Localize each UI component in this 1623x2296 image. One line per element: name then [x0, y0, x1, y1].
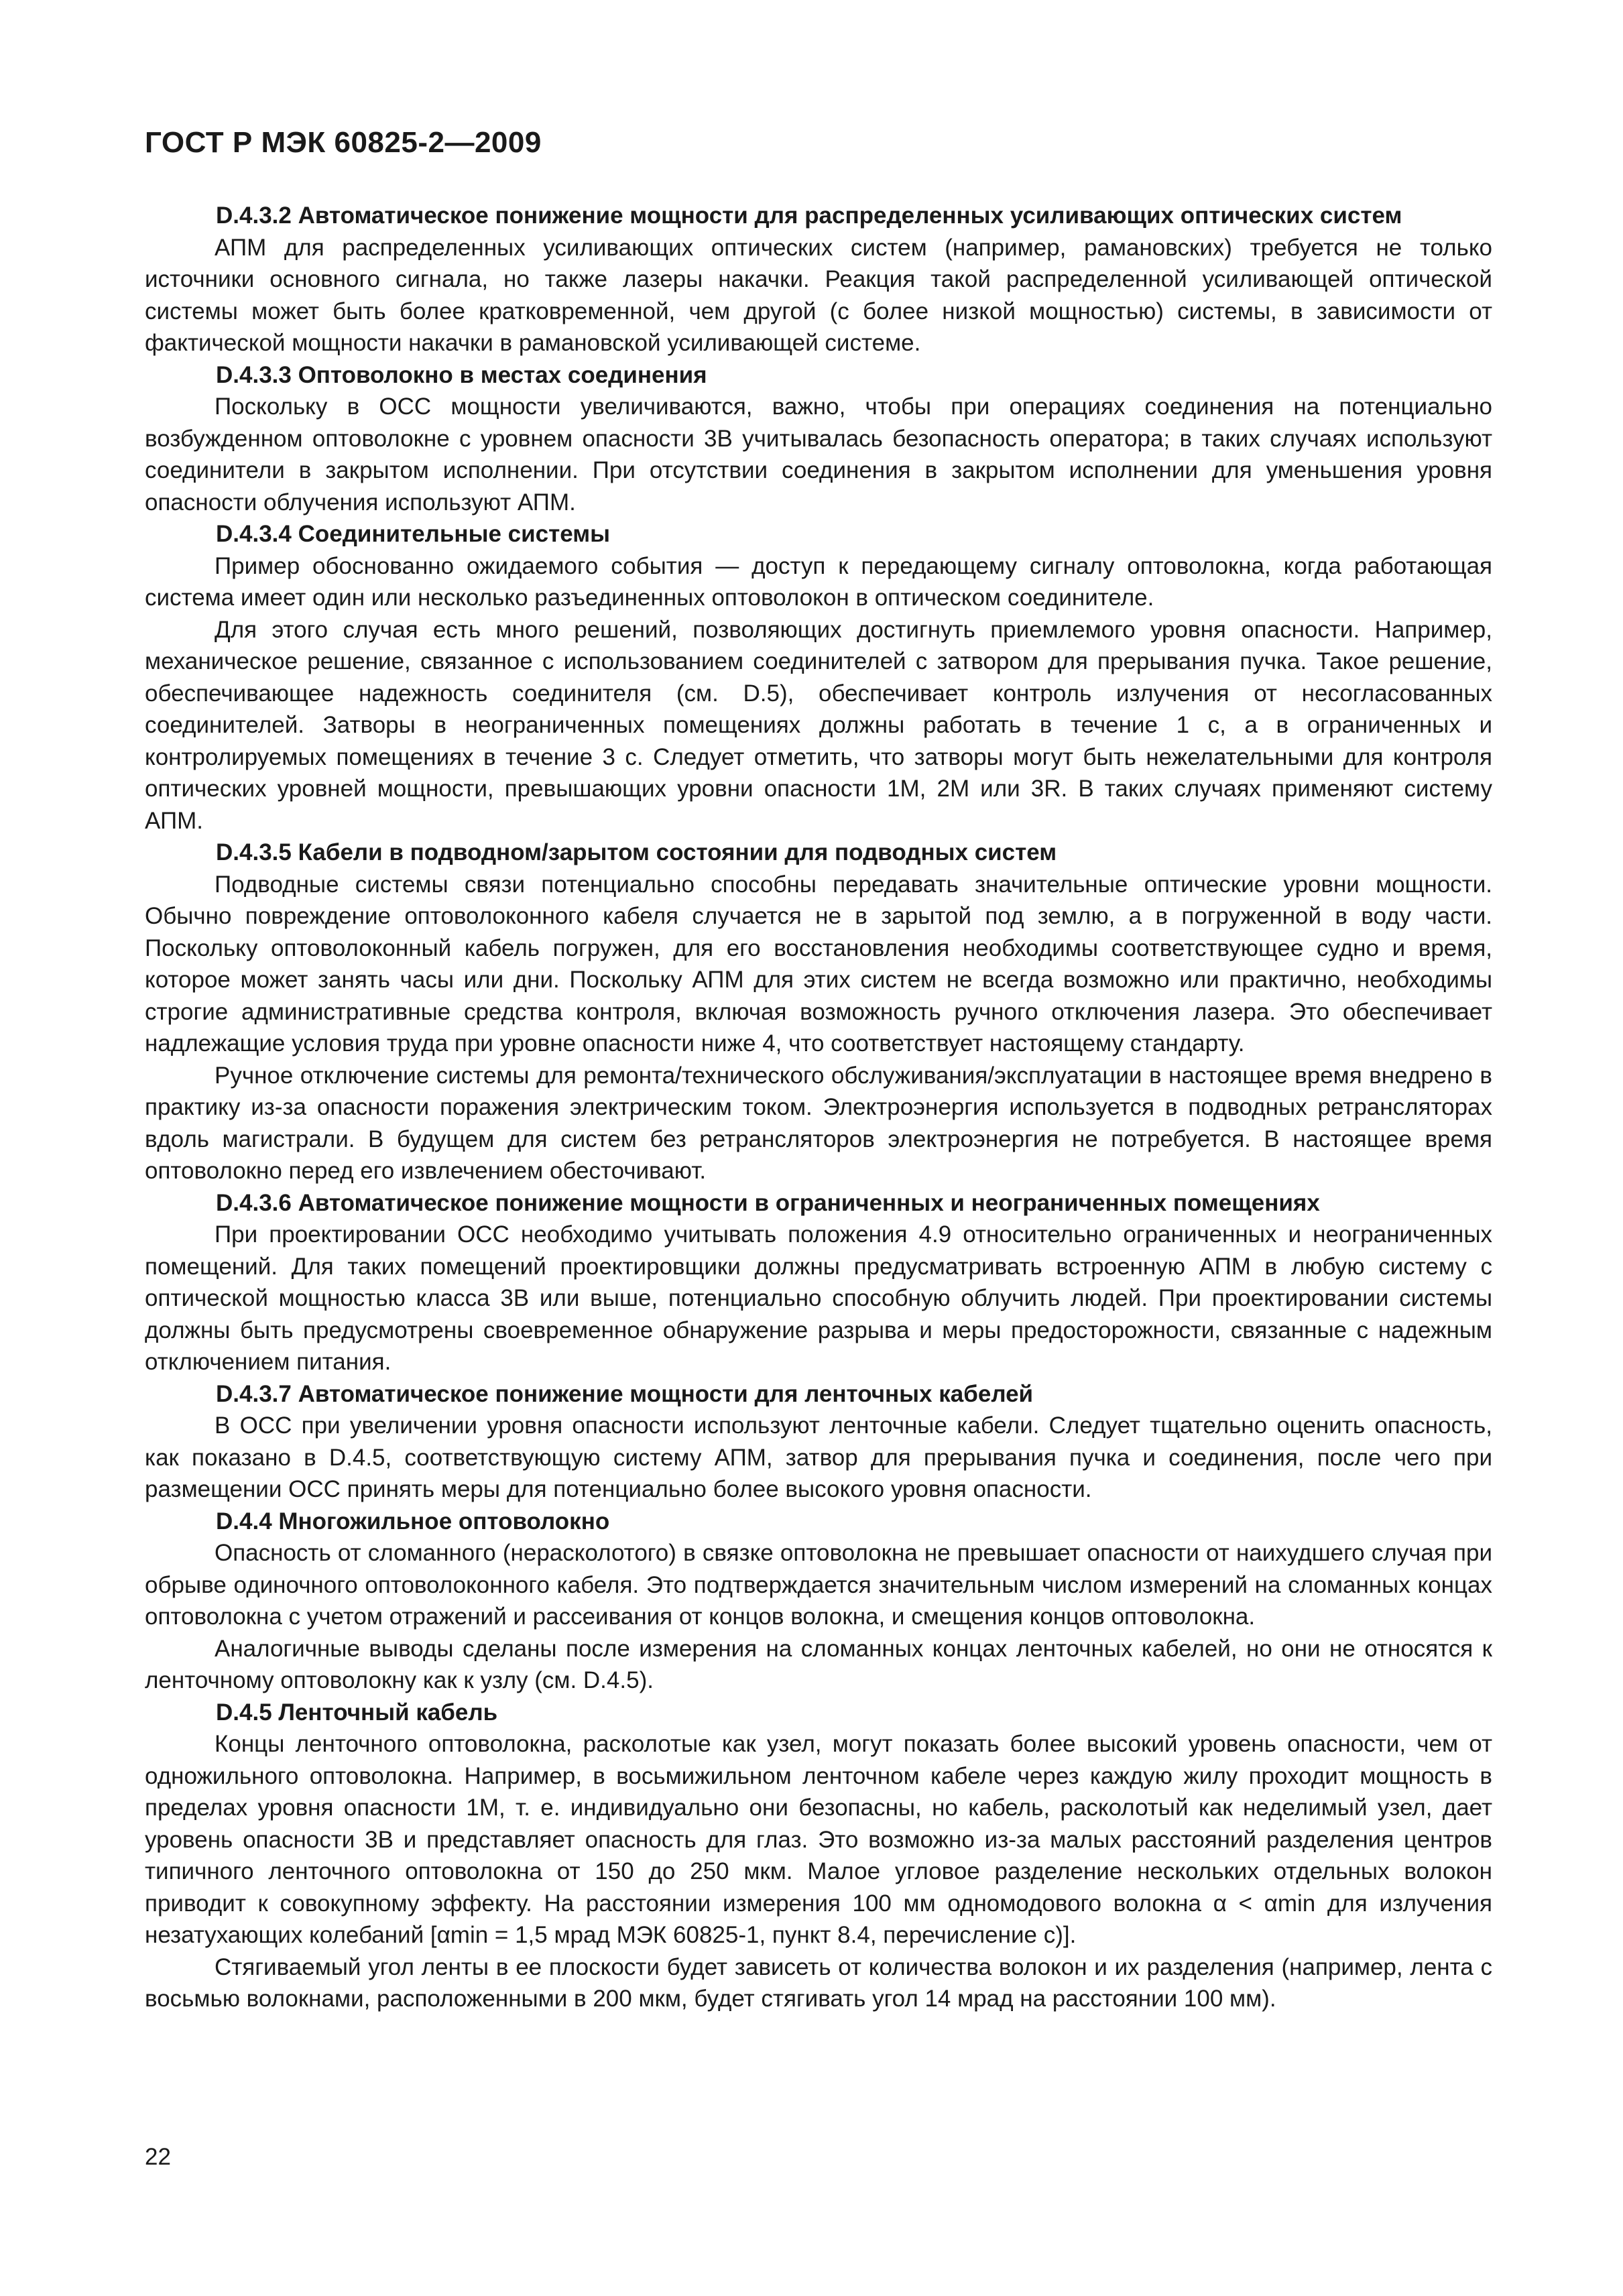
section-heading: D.4.3.4 Соединительные системы	[216, 521, 611, 547]
paragraph: Подводные системы связи потенциально способны передавать значительные оптические уровни мощности. Обычно повреждение оптоволоконного кабеля случается не в зарытой под землю, а в погруженной в воду части. Поскольку оптоволоконный кабель погружен, для его восстановления необходимы соответствующее судно и время, которое может занять часы или дни. Поскольку АПМ для этих систем не всегда возможно или практично, необходимы строгие административные средства контроля, включая возможность ручного отключения лазера. Это обеспечивает надлежащие условия труда при уровне опасности ниже 4, что соответствует настоящему стандарту.	[145, 871, 1492, 1056]
paragraph: Аналогичные выводы сделаны после измерения на сломанных концах ленточных кабелей, но они не относятся к ленточному оптоволокну как к узлу (см. D.4.5).	[145, 1635, 1492, 1693]
paragraph: В ОСС при увеличении уровня опасности используют ленточные кабели. Следует тщательно оценить опасность, как показано в D.4.5, соответствующую систему АПМ, затвор для прерывания пучка и соединения, после чего при размещении ОСС принять меры для потенциально более высокого уровня опасности.	[145, 1412, 1492, 1502]
paragraph: Для этого случая есть много решений, позволяющих достигнуть приемлемого уровня опасности. Например, механическое решение, связанное с использованием соединителей с затвором для прерывания пучка. Такое решение, обеспечивающее надежность соединителя (см. D.5), обеспечивает контроль излучения от несогласованных соединителей. Затворы в неограниченных помещениях должны работать в течение 1 с, а в ограниченных и контролируемых помещениях в течение 3 с. Следует отметить, что затворы могут быть нежелательными для контроля оптических уровней мощности, превышающих уровни опасности 1М, 2М или 3R. В таких случаях применяют систему АПМ.	[145, 616, 1492, 834]
section-heading: D.4.3.6 Автоматическое понижение мощности в ограниченных и неограниченных помещениях	[216, 1189, 1320, 1216]
paragraph: Опасность от сломанного (нерасколотого) в связке оптоволокна не превышает опасности от наихудшего случая при обрыве одиночного оптоволоконного кабеля. Это подтверждается значительным числом измерений на сломанных концах оптоволокна с учетом отражений и рассеивания от концов волокна, и смещения концов оптоволокна.	[145, 1540, 1492, 1630]
page-number: 22	[145, 2144, 171, 2170]
paragraph: При проектировании ОСС необходимо учитывать положения 4.9 относительно ограниченных и неограниченных помещений. Для таких помещений проектировщики должны предусматривать встроенную АПМ в любую систему с оптической мощностью класса 3В или выше, потенциально способную облучить людей. При проектировании системы должны быть предусмотрены своевременное обнаружение разрыва и меры предосторожности, связанные с надежным отключением питания.	[145, 1221, 1492, 1375]
section-heading: D.4.3.2 Автоматическое понижение мощности для распределенных усиливающих оптических систем	[216, 202, 1402, 229]
paragraph: Концы ленточного оптоволокна, расколотые как узел, могут показать более высокий уровень опасности, чем от одножильного оптоволокна. Например, в восьмижильном ленточном кабеле через каждую жилу проходит мощность в пределах уровня опасности 1М, т. е. индивидуально они безопасны, но кабель, расколотый как неделимый узел, дает уровень опасности 3В и представляет опасность для глаз. Это возможно из-за малых расстояний разделения центров типичного ленточного оптоволокна от 150 до 250 мкм. Малое угловое разделение нескольких отдельных волокон приводит к совокупному эффекту. На расстоянии измерения 100 мм одномодового волокна α < αmin для излучения незатухающих колебаний [αmin = 1,5 мрад МЭК 60825-1, пункт 8.4, перечисление с)].	[145, 1731, 1492, 1948]
paragraph: Пример обоснованно ожидаемого события — доступ к передающему сигналу оптоволокна, когда работающая система имеет один или несколько разъединенных оптоволокон в оптическом соединителе.	[145, 552, 1492, 611]
section-heading: D.4.5 Ленточный кабель	[216, 1699, 498, 1726]
section-heading: D.4.4 Многожильное оптоволокно	[216, 1508, 610, 1534]
paragraph: Поскольку в ОСС мощности увеличиваются, важно, чтобы при операциях соединения на потенциально возбужденном оптоволокне с уровнем опасности 3В учитывалась безопасность оператора; в таких случаях используют соединители в закрытом исполнении. При отсутствии соединения в закрытом исполнении для уменьшения уровня опасности облучения используют АПМ.	[145, 394, 1492, 516]
document-body	[145, 200, 1492, 2015]
section-heading: D.4.3.7 Автоматическое понижение мощности для ленточных кабелей	[216, 1380, 1034, 1407]
paragraph: Ручное отключение системы для ремонта/технического обслуживания/эксплуатации в настоящее время внедрено в практику из-за опасности поражения электрическим током. Электроэнергия используется в подводных ретрансляторах вдоль магистрали. В будущем для систем без ретрансляторов электроэнергия не потребуется. В настоящее время оптоволокно перед его извлечением обесточивают.	[145, 1062, 1492, 1184]
section-heading: D.4.3.3 Оптоволокно в местах соединения	[216, 361, 707, 388]
document-code-header: ГОСТ Р МЭК 60825-2—2009	[145, 126, 542, 159]
paragraph: Стягиваемый угол ленты в ее плоскости будет зависеть от количества волокон и их разделения (например, лента с восьмью волокнами, расположенными в 200 мкм, будет стягивать угол 14 мрад на расстоянии 100 мм).	[145, 1953, 1492, 2012]
section-heading: D.4.3.5 Кабели в подводном/зарытом состоянии для подводных систем	[216, 839, 1057, 865]
paragraph: АПМ для распределенных усиливающих оптических систем (например, рамановских) требуется не только источники основного сигнала, но также лазеры накачки. Реакция такой распределенной усиливающей оптической системы может быть более кратковременной, чем другой (с более низкой мощностью) системы, в зависимости от фактической мощности накачки в рамановской усиливающей системе.	[145, 234, 1492, 356]
